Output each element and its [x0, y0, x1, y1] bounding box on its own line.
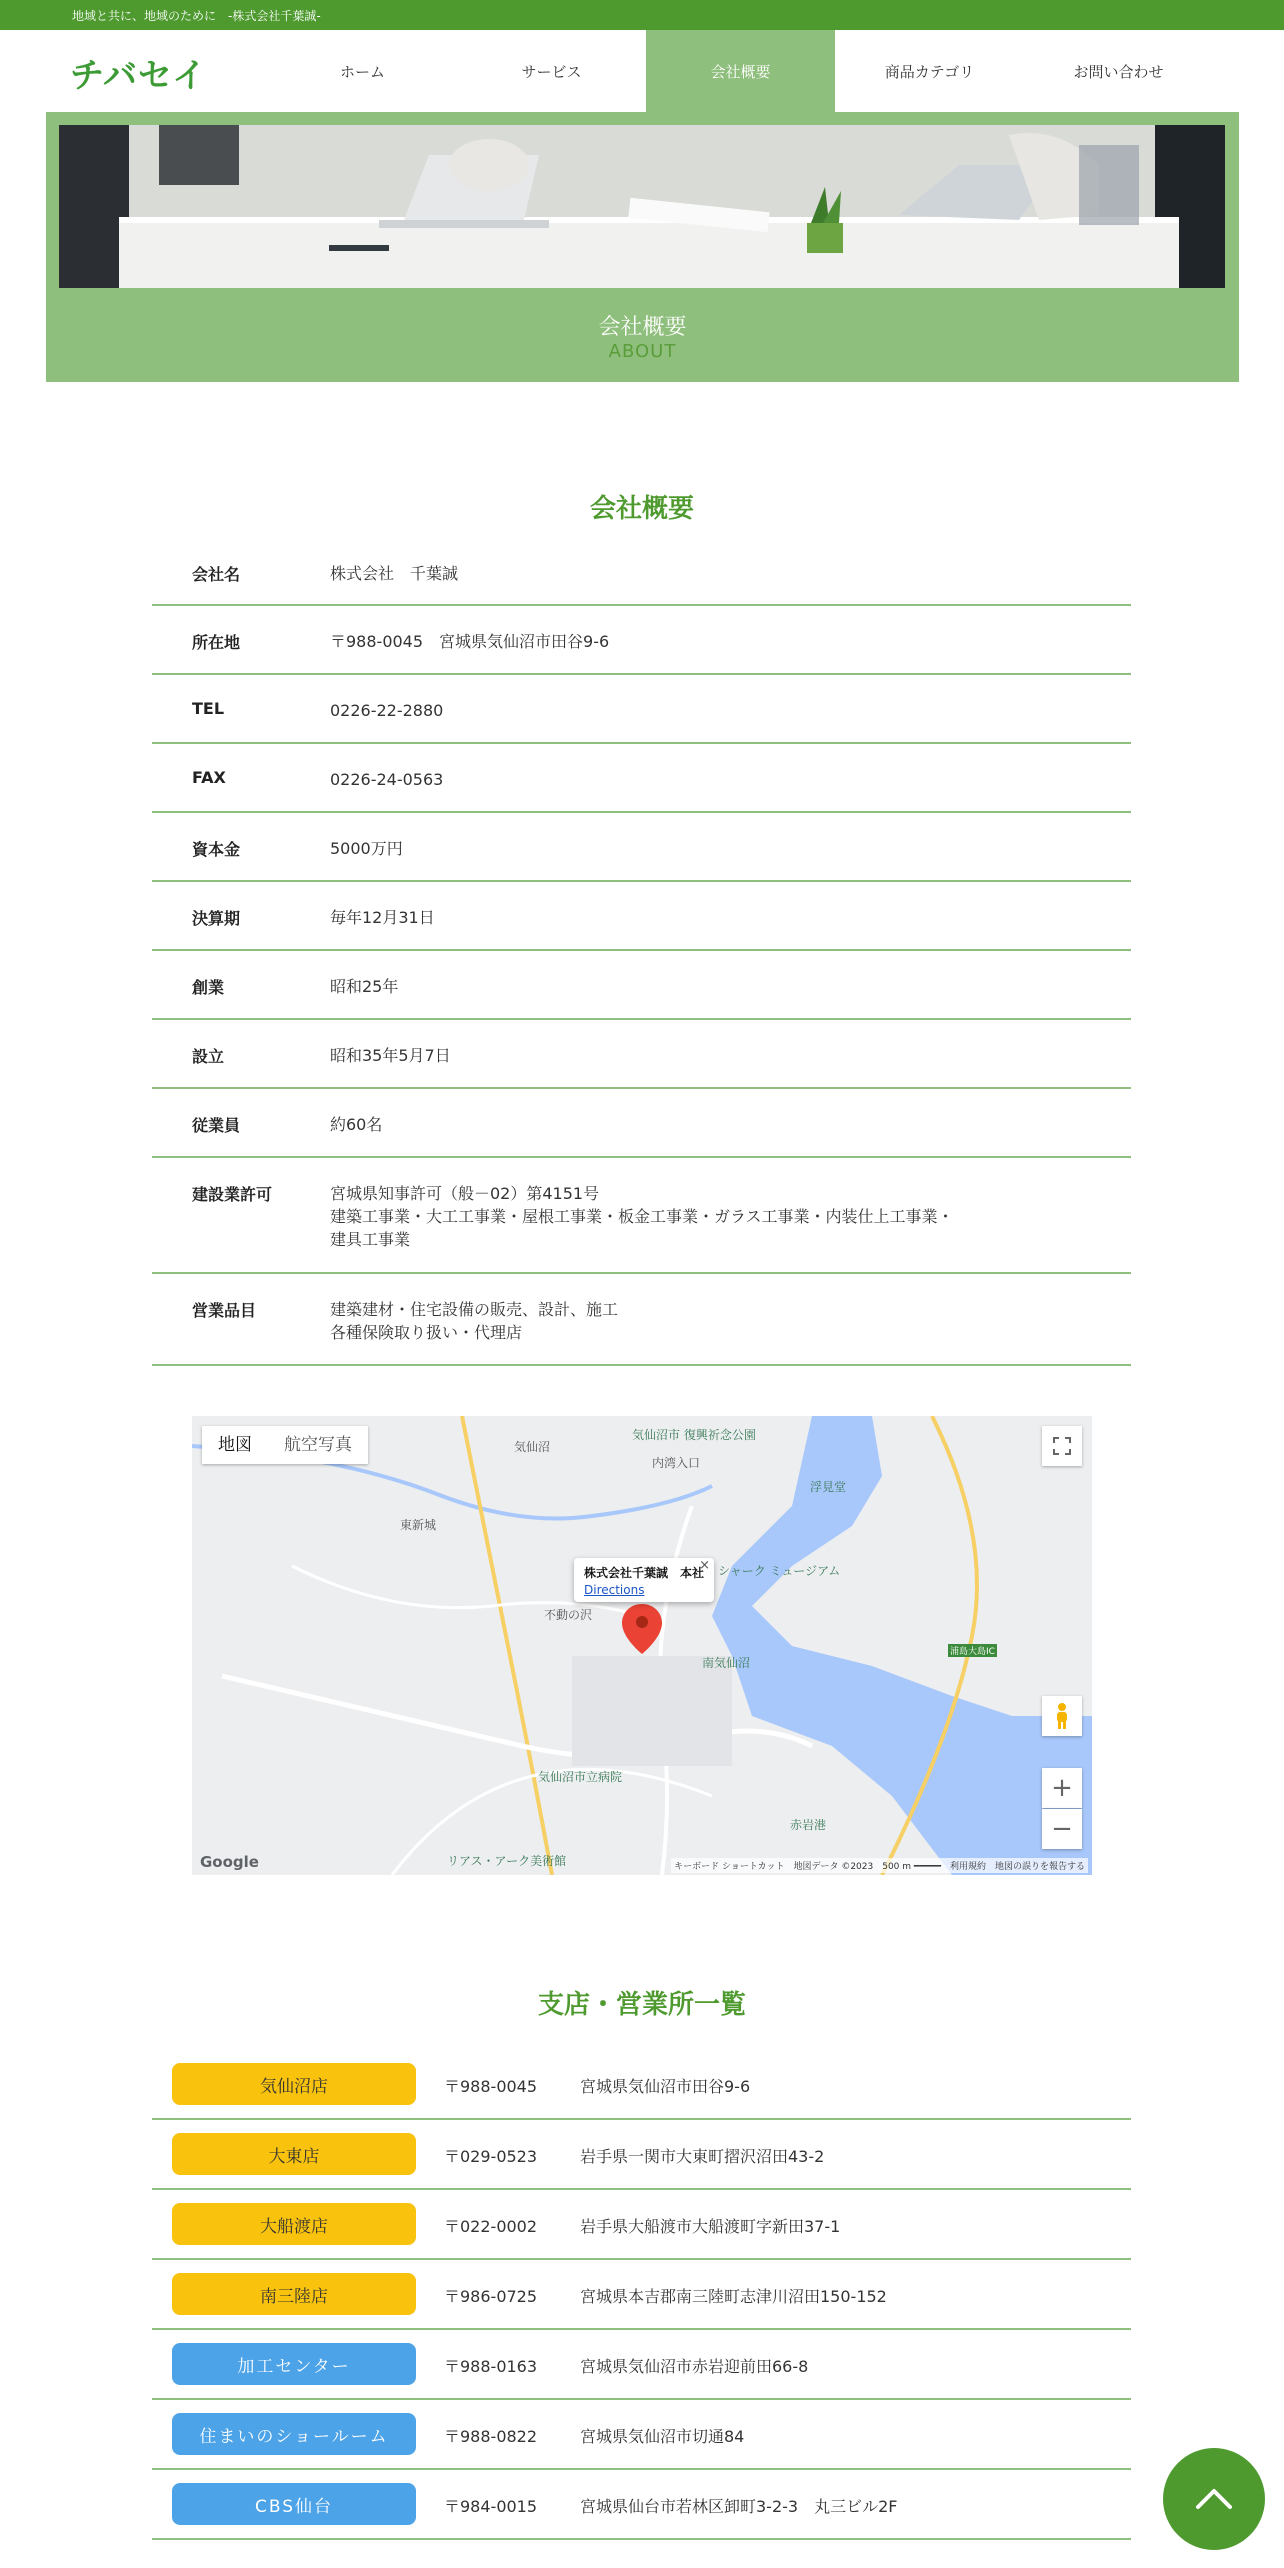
- zoom-out-button[interactable]: [1042, 1809, 1082, 1849]
- map-label: 気仙沼市立病院: [538, 1770, 623, 1784]
- site-header: [0, 30, 1284, 112]
- map-label: 気仙沼: [514, 1440, 551, 1454]
- table-row: [152, 882, 1131, 951]
- row-value-multiline: [330, 1182, 1131, 1272]
- row-value: 昭和35年5月7日: [330, 1046, 451, 1065]
- minus-icon: −: [1051, 1814, 1073, 1844]
- plus-icon: +: [1051, 1773, 1073, 1803]
- street-view-pegman[interactable]: [1042, 1696, 1082, 1736]
- row-label: FAX: [192, 768, 226, 787]
- row-value: 0226-24-0563: [330, 770, 444, 789]
- branch-zip: 〒986-0725: [444, 2287, 538, 2306]
- map-label: 内湾入口: [652, 1456, 701, 1470]
- table-row: [152, 606, 1131, 675]
- row-label: 決算期: [192, 909, 241, 928]
- table-row: [152, 1158, 1131, 1274]
- row-value-line: 建築建材・住宅設備の販売、設計、施工: [330, 1300, 619, 1319]
- row-label: TEL: [192, 699, 225, 718]
- map-attribution[interactable]: キーボード ショートカット 地図データ ©2023 500 m ━━━━━ 利用規約 地図の誤りを報告する: [671, 1858, 1088, 1873]
- map-label: 浮見堂: [810, 1480, 847, 1494]
- branch-row: [152, 2330, 1131, 2400]
- fullscreen-button[interactable]: [1042, 1426, 1082, 1466]
- branch-name-badge[interactable]: 住まいのショールーム: [172, 2413, 416, 2455]
- row-value: 毎年12月31日: [330, 908, 435, 927]
- row-value: 5000万円: [330, 839, 403, 858]
- row-value: 〒988-0045 宮城県気仙沼市田谷9-6: [330, 632, 610, 651]
- branch-zip: 〒988-0045: [444, 2077, 538, 2096]
- branch-zip: 〒988-0822: [444, 2427, 538, 2446]
- branch-zip: 〒029-0523: [444, 2147, 538, 2166]
- branch-name-badge[interactable]: 南三陸店: [172, 2273, 416, 2315]
- row-label: 設立: [192, 1047, 225, 1066]
- table-row: [152, 1089, 1131, 1158]
- chevron-up-icon: [1194, 2487, 1234, 2511]
- branch-address: 宮城県気仙沼市赤岩迎前田66-8: [580, 2357, 809, 2376]
- branch-zip: 〒988-0163: [444, 2357, 538, 2376]
- branch-name-badge[interactable]: CBS仙台: [172, 2483, 416, 2525]
- office-desk-illustration: [59, 125, 1225, 288]
- info-window-title: 株式会社千葉誠 本社: [584, 1566, 705, 1580]
- map-info-window: [574, 1558, 714, 1602]
- table-row: [152, 540, 1131, 606]
- table-row: [152, 675, 1131, 744]
- map-label: 南気仙沼: [702, 1656, 751, 1670]
- branch-name-badge[interactable]: 気仙沼店: [172, 2063, 416, 2105]
- main-nav: [268, 30, 1213, 112]
- row-label: 会社名: [192, 565, 241, 584]
- row-value: 昭和25年: [330, 977, 399, 996]
- branch-address: 宮城県気仙沼市田谷9-6: [580, 2077, 751, 2096]
- branch-row: [152, 2120, 1131, 2190]
- nav-about[interactable]: 会社概要: [646, 30, 835, 112]
- map-label: 浦島大島IC: [948, 1644, 997, 1657]
- row-label: 創業: [192, 978, 225, 997]
- hero-title: 会社概要: [598, 315, 687, 340]
- branch-address: 宮城県本吉郡南三陸町志津川沼田150-152: [580, 2287, 887, 2306]
- branch-name-badge[interactable]: 大船渡店: [172, 2203, 416, 2245]
- tagline: 地域と共に、地域のために -株式会社千葉誠-: [72, 9, 321, 23]
- zoom-in-button[interactable]: [1042, 1768, 1082, 1808]
- map-label: シャーク ミュージアム: [718, 1564, 841, 1578]
- row-label: 所在地: [192, 633, 241, 652]
- hero-subtitle: ABOUT: [608, 341, 677, 362]
- row-value-multiline: [330, 1298, 1131, 1364]
- row-value: 0226-22-2880: [330, 701, 444, 720]
- row-label: 資本金: [192, 840, 241, 859]
- directions-link[interactable]: Directions: [584, 1583, 645, 1597]
- table-row: [152, 744, 1131, 813]
- branch-list: [152, 2050, 1131, 2540]
- fullscreen-icon: [1053, 1437, 1071, 1455]
- branch-address: 宮城県気仙沼市切通84: [580, 2427, 745, 2446]
- table-row: [152, 1020, 1131, 1089]
- row-value: 約60名: [330, 1115, 383, 1134]
- row-label: 営業品目: [192, 1301, 257, 1320]
- branch-row: [152, 2050, 1131, 2120]
- branch-address: 岩手県大船渡市大船渡町字新田37-1: [580, 2217, 841, 2236]
- info-window-close-button[interactable]: ×: [699, 1558, 710, 1573]
- top-bar: [0, 0, 1284, 30]
- nav-product-categories[interactable]: 商品カテゴリ: [884, 62, 975, 81]
- row-value-line: 宮城県知事許可（般－02）第4151号: [330, 1184, 600, 1203]
- map-label: 気仙沼市 復興祈念公園: [632, 1428, 756, 1442]
- branch-name-badge[interactable]: 大東店: [172, 2133, 416, 2175]
- company-info-table: [152, 540, 1131, 1366]
- map-type-control: [202, 1426, 368, 1464]
- branch-zip: 〒984-0015: [444, 2497, 538, 2516]
- branch-row: [152, 2400, 1131, 2470]
- map-type-satellite-button[interactable]: 航空写真: [284, 1435, 352, 1455]
- page-hero: [46, 112, 1239, 382]
- back-to-top-button[interactable]: [1163, 2448, 1265, 2550]
- branch-address: 宮城県仙台市若林区卸町3-2-3 丸三ビル2F: [580, 2497, 898, 2516]
- branch-name-badge[interactable]: 加工センター: [172, 2343, 416, 2385]
- google-wordmark: Google: [200, 1853, 259, 1871]
- map-label: 不動の沢: [544, 1608, 593, 1622]
- company-section-title: 会社概要: [589, 494, 694, 524]
- table-row: [152, 1274, 1131, 1366]
- row-value: 株式会社 千葉誠: [330, 564, 459, 583]
- hero-office-photo: [59, 125, 1225, 288]
- row-label: 従業員: [192, 1116, 241, 1135]
- google-map[interactable]: [192, 1416, 1092, 1875]
- site-logo[interactable]: チバセイ: [70, 56, 207, 96]
- row-label: 建設業許可: [192, 1185, 273, 1204]
- map-type-map-button[interactable]: 地図: [218, 1435, 252, 1455]
- map-label: 赤岩港: [790, 1818, 827, 1832]
- branches-section-title: 支店・営業所一覧: [537, 1990, 746, 2020]
- branch-row: [152, 2470, 1131, 2540]
- map-label: リアス・アーク美術館: [447, 1854, 567, 1868]
- pegman-icon: [1052, 1702, 1072, 1730]
- table-row: [152, 951, 1131, 1020]
- map-label: 東新城: [400, 1518, 437, 1532]
- row-value-line: 建築工事業・大工工事業・屋根工事業・板金工事業・ガラス工事業・内装仕上工事業・: [330, 1207, 954, 1226]
- branch-address: 岩手県一関市大東町摺沢沼田43-2: [580, 2147, 825, 2166]
- branch-row: [152, 2260, 1131, 2330]
- row-value-line: 各種保険取り扱い・代理店: [330, 1323, 523, 1342]
- nav-home[interactable]: ホーム: [339, 62, 385, 81]
- table-row: [152, 813, 1131, 882]
- branch-zip: 〒022-0002: [444, 2217, 538, 2236]
- google-logo: [200, 1853, 259, 1871]
- row-value-line: 建具工事業: [330, 1230, 411, 1249]
- nav-contact[interactable]: お問い合わせ: [1073, 62, 1164, 81]
- nav-services[interactable]: サービス: [521, 62, 582, 81]
- branch-row: [152, 2190, 1131, 2260]
